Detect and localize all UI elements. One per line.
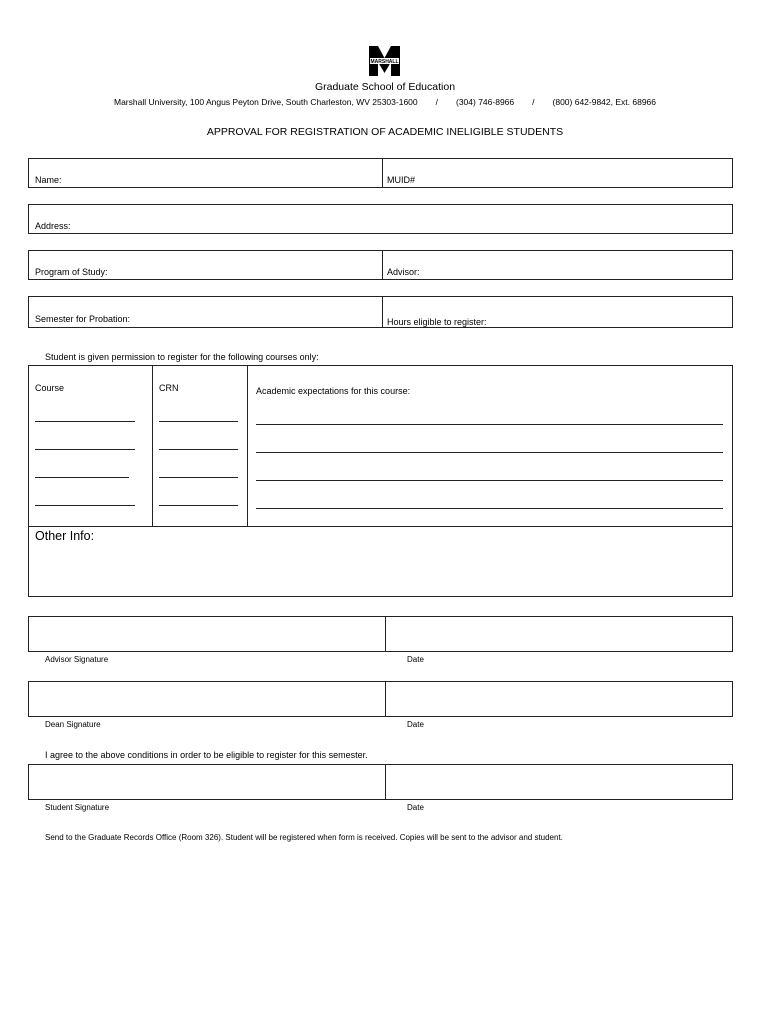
- address-label: Address:: [35, 221, 71, 231]
- course-line-4[interactable]: [35, 505, 135, 506]
- separator: /: [532, 97, 535, 107]
- advisor-signature-label: Advisor Signature: [45, 655, 109, 664]
- program-label: Program of Study:: [35, 267, 108, 277]
- dean-signature-box[interactable]: [28, 681, 733, 717]
- name-row[interactable]: [28, 158, 733, 188]
- contact-line: [0, 97, 770, 107]
- expect-line-1[interactable]: [256, 424, 723, 425]
- address-text: Marshall University, 100 Angus Peyton Drive, South Charleston, WV 25303-1600: [113, 97, 418, 107]
- semester-row[interactable]: [28, 296, 733, 328]
- expect-line-4[interactable]: [256, 508, 723, 509]
- program-row[interactable]: [28, 250, 733, 280]
- crn-line-2[interactable]: [159, 449, 238, 450]
- student-signature-label: Student Signature: [45, 803, 110, 812]
- form-title: APPROVAL FOR REGISTRATION OF ACADEMIC INELIGIBLE STUDENTS: [206, 126, 564, 138]
- advisor-signature-box[interactable]: [28, 616, 733, 652]
- expectations-header: Academic expectations for this course:: [256, 386, 411, 396]
- muid-label: MUID#: [387, 175, 416, 185]
- crn-header: CRN: [159, 383, 179, 393]
- student-date-label: Date: [407, 803, 424, 812]
- semester-label: Semester for Probation:: [35, 314, 131, 324]
- hours-label: Hours eligible to register:: [387, 317, 487, 327]
- address-field[interactable]: [28, 204, 733, 234]
- name-label: Name:: [35, 175, 62, 185]
- course-line-3[interactable]: [35, 477, 129, 478]
- crn-line-1[interactable]: [159, 421, 238, 422]
- course-line-2[interactable]: [35, 449, 135, 450]
- agree-text: I agree to the above conditions in order to be eligible to register for this semester.: [45, 750, 368, 760]
- student-signature-box[interactable]: [28, 764, 733, 800]
- expect-line-2[interactable]: [256, 452, 723, 453]
- phone-2: (800) 642-9842, Ext. 68966: [552, 97, 657, 107]
- advisor-label: Advisor:: [387, 267, 420, 277]
- marshall-logo: [369, 46, 400, 76]
- course-header: Course: [35, 383, 65, 393]
- dean-signature-label: Dean Signature: [45, 720, 101, 729]
- dean-date-label: Date: [407, 720, 424, 729]
- crn-line-3[interactable]: [159, 477, 238, 478]
- footer-note: Send to the Graduate Records Office (Room 326). Student will be registered when form is received. Copies will be sent to the advisor and student.: [45, 833, 563, 842]
- crn-line-4[interactable]: [159, 505, 238, 506]
- phone-1: (304) 746-8966: [456, 97, 515, 107]
- separator: /: [435, 97, 438, 107]
- school-name: Graduate School of Education: [314, 81, 456, 93]
- svg-text:MARSHALL: MARSHALL: [370, 59, 399, 65]
- other-info-label: Other Info:: [35, 529, 95, 543]
- course-line-1[interactable]: [35, 421, 135, 422]
- expect-line-3[interactable]: [256, 480, 723, 481]
- other-info-box[interactable]: [28, 527, 733, 597]
- advisor-date-label: Date: [407, 655, 424, 664]
- permission-text: Student is given permission to register for the following courses only:: [45, 352, 319, 362]
